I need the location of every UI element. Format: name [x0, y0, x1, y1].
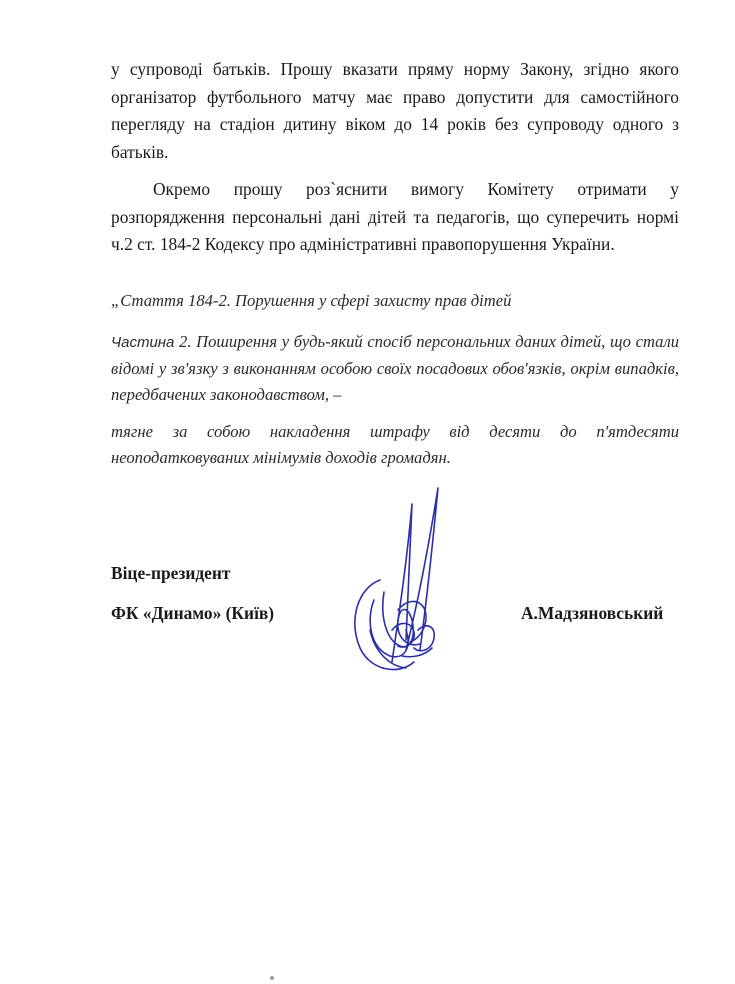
quote-article-title: „Стаття 184-2. Порушення у сфері захисту прав дітей	[111, 291, 512, 310]
scan-artifact-dot	[270, 976, 274, 980]
paragraph-personal-data-request: Окремо прошу роз`яснити вимогу Комітету отримати у розпорядження персональні дані дітей та педагогів, що суперечить нормі ч.2 ст. 184-2 Кодексу про адміністративні правопорушення України.	[111, 179, 679, 255]
quote-article-penalty: тягне за собою накладення штрафу від десяти до п'ятдесяти неоподатковуваних мінімумів доходів громадян.	[111, 422, 679, 467]
quote-part-text: 2. Поширення у будь-який спосіб персональних даних дітей, що стали відомі у зв'язку з виконанням особою своїх посадових обов'язків, окрім випадків, передбачених законодавством, –	[111, 332, 679, 404]
signatory-position: Віце-президент	[111, 563, 231, 583]
paragraph-parental-escort: у супроводі батьків. Прошу вказати пряму норму Закону, згідно якого організатор футбольного матчу має право допустити для самостійного перегляду на стадіон дитину віком до 14 років без супроводу одного з батьків.	[111, 59, 679, 162]
quote-part-word: Частина	[111, 334, 175, 351]
signatory-organization: ФК «Динамо» (Київ)	[111, 603, 275, 623]
handwritten-signature-icon	[340, 480, 460, 690]
quote-article-part	[111, 329, 679, 408]
signatory-name: А.Мадзяновський	[521, 603, 664, 623]
